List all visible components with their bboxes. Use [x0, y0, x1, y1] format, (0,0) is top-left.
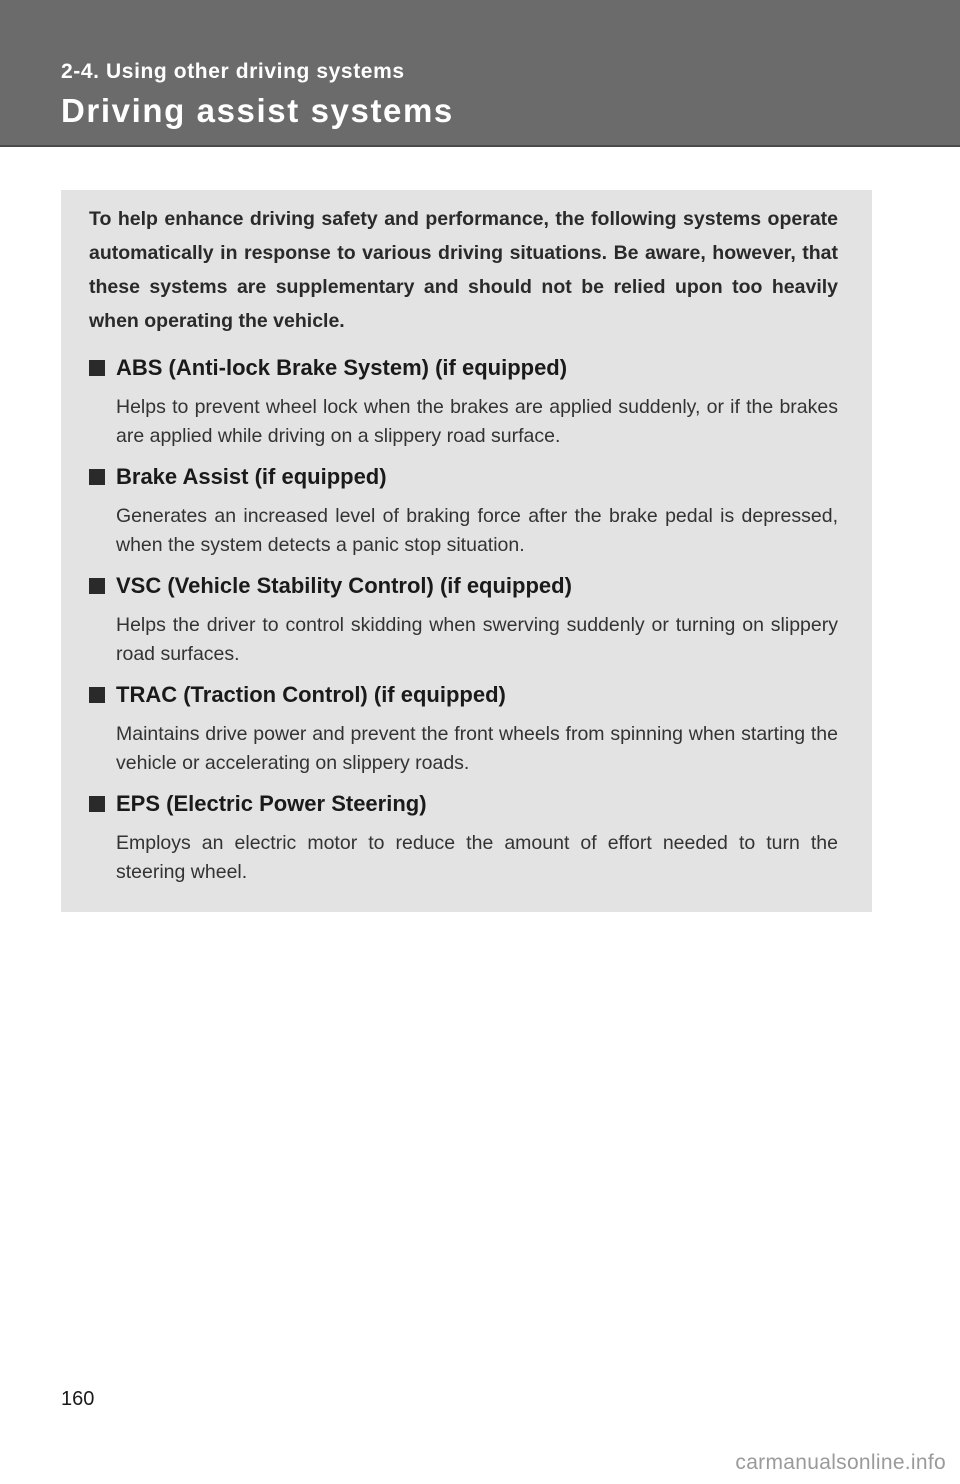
feature-heading: [89, 571, 838, 601]
square-bullet-icon: [89, 578, 105, 594]
watermark: carmanualsonline.info: [735, 1451, 946, 1474]
feature-title: TRAC (Traction Control) (if equipped): [116, 682, 506, 707]
feature-description: Maintains drive power and prevent the front wheels from spinning when starting the vehicle or accelerating on slippery roads.: [116, 723, 838, 774]
section-label: 2-4. Using other driving systems: [61, 60, 405, 83]
page-title: Driving assist systems: [61, 92, 454, 129]
feature-vsc: [89, 571, 838, 669]
feature-title: ABS (Anti-lock Brake System) (if equipped): [116, 355, 568, 380]
feature-title: EPS (Electric Power Steering): [116, 791, 427, 816]
feature-title: Brake Assist (if equipped): [116, 464, 387, 489]
feature-description: Generates an increased level of braking force after the brake pedal is depressed, when the system detects a panic stop situation.: [116, 505, 838, 556]
feature-description: Helps to prevent wheel lock when the brakes are applied suddenly, or if the brakes are applied while driving on a slippery road surface.: [116, 396, 838, 447]
square-bullet-icon: [89, 469, 105, 485]
page-header: [0, 0, 960, 147]
square-bullet-icon: [89, 796, 105, 812]
intro-paragraph: To help enhance driving safety and performance, the following systems operate automatically in response to various driving situations. Be aware, however, that these systems are supplementary and should not be relied upon too heavily when operating the vehicle.: [89, 208, 838, 332]
feature-title: VSC (Vehicle Stability Control) (if equipped): [116, 573, 572, 598]
feature-heading: [89, 462, 838, 492]
feature-heading: [89, 353, 838, 383]
feature-heading: [89, 789, 838, 819]
content-box: [61, 190, 872, 912]
feature-description: Employs an electric motor to reduce the amount of effort needed to turn the steering wheel.: [116, 832, 838, 883]
feature-brake-assist: [89, 462, 838, 560]
page-number: 160: [61, 1388, 95, 1410]
feature-trac: [89, 680, 838, 778]
feature-heading: [89, 680, 838, 710]
feature-eps: [89, 789, 838, 887]
feature-description: Helps the driver to control skidding when swerving suddenly or turning on slippery road surfaces.: [116, 614, 838, 665]
square-bullet-icon: [89, 360, 105, 376]
feature-abs: [89, 353, 838, 451]
square-bullet-icon: [89, 687, 105, 703]
